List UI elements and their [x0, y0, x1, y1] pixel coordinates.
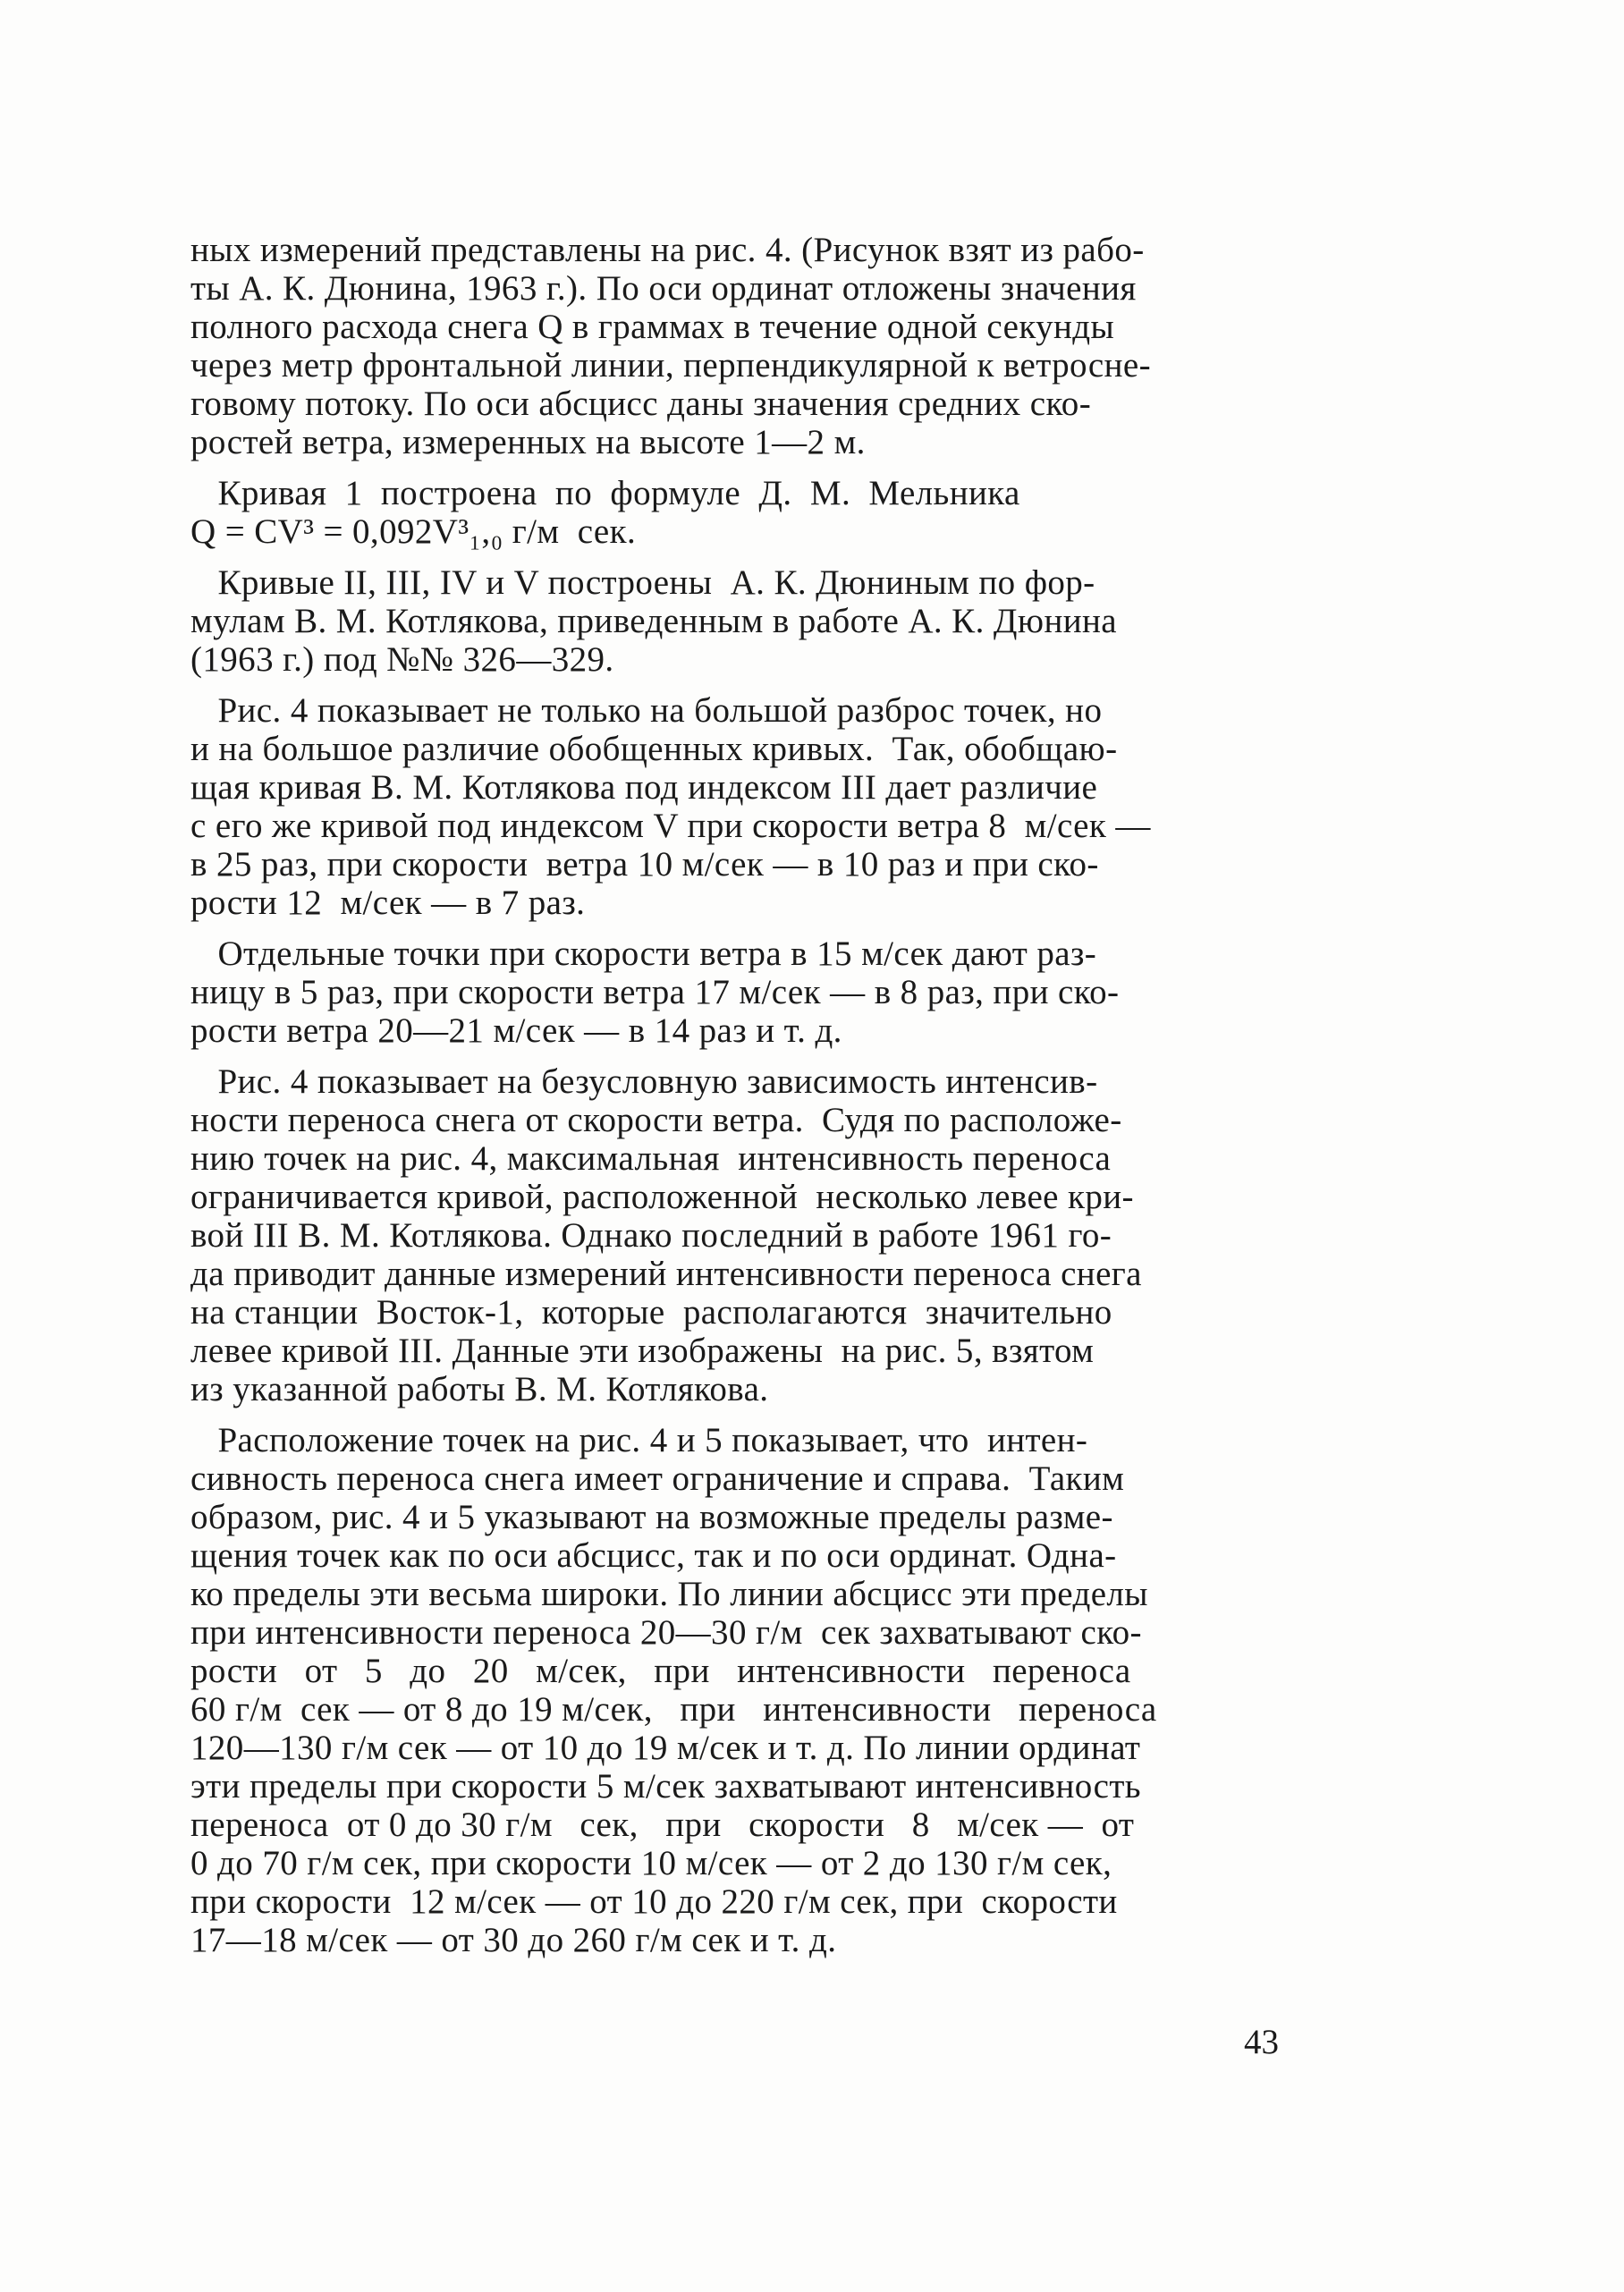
- text-line: эти пределы при скорости 5 м/сек захватывают интенсивность: [190, 1767, 1141, 1806]
- text-line: щения точек как по оси абсцисс, так и по оси ординат. Одна-: [190, 1536, 1117, 1575]
- text-line: на станции Восток-1, которые располагаются значительно: [190, 1293, 1112, 1332]
- text-line: (1963 г.) под №№ 326—329.: [190, 640, 614, 679]
- text-line: Кривые II, III, IV и V построены А. К. Дюниным по фор-: [190, 563, 1095, 602]
- paragraph: [190, 231, 1283, 461]
- text-line: из указанной работы В. М. Котлякова.: [190, 1370, 769, 1408]
- text-line: Кривая 1 построена по формуле Д. М. Мельника: [190, 474, 1020, 512]
- text-line: полного расхода снега Q в граммах в течение одной секунды: [190, 308, 1115, 346]
- text-line: и на большое различие обобщенных кривых. Так, обобщаю-: [190, 730, 1118, 768]
- text-line: при интенсивности переноса 20—30 г/м сек захватывают ско-: [190, 1613, 1142, 1652]
- text-line: говому потоку. По оси абсцисс даны значения средних ско-: [190, 385, 1092, 423]
- text-line: при скорости 12 м/сек — от 10 до 220 г/м сек, при скорости: [190, 1882, 1118, 1921]
- text-line: через метр фронтальной линии, перпендикулярной к ветросне-: [190, 346, 1152, 385]
- paragraph: [190, 474, 1283, 551]
- text-line: сивность переноса снега имеет ограничение и справа. Таким: [190, 1459, 1125, 1498]
- text-line: ко пределы эти весьма широки. По линии абсцисс эти пределы: [190, 1575, 1148, 1613]
- text-line: с его же кривой под индексом V при скорости ветра 8 м/сек —: [190, 807, 1151, 845]
- paragraph: [190, 691, 1283, 922]
- formula-line: Q = CV³ = 0,092V³₁,₀ г/м сек.: [190, 512, 637, 551]
- text-line: Рис. 4 показывает не только на большой разброс точек, но: [190, 691, 1103, 730]
- paragraph: [190, 935, 1283, 1050]
- text-line: ницу в 5 раз, при скорости ветра 17 м/сек — в 8 раз, при ско-: [190, 973, 1120, 1011]
- text-line: ности переноса снега от скорости ветра. Судя по расположе-: [190, 1101, 1122, 1139]
- paragraph: [190, 563, 1283, 679]
- text-line: щая кривая В. М. Котлякова под индексом III дает различие: [190, 768, 1098, 807]
- text-line: вой III В. М. Котлякова. Однако последний в работе 1961 го-: [190, 1216, 1112, 1255]
- text-line: мулам В. М. Котлякова, приведенным в работе А. К. Дюнина: [190, 602, 1117, 640]
- text-line: ты А. К. Дюнина, 1963 г.). По оси ординат отложены значения: [190, 269, 1137, 308]
- text-line: ограничивается кривой, расположенной несколько левее кри-: [190, 1178, 1134, 1216]
- text-line: Расположение точек на рис. 4 и 5 показывает, что интен-: [190, 1421, 1088, 1459]
- text-line: рости ветра 20—21 м/сек — в 14 раз и т. д.: [190, 1011, 842, 1050]
- text-line: ростей ветра, измеренных на высоте 1—2 м.: [190, 423, 866, 461]
- text-line: нию точек на рис. 4, максимальная интенсивность переноса: [190, 1139, 1112, 1178]
- paragraph: [190, 1421, 1283, 1959]
- paragraph: [190, 1062, 1283, 1408]
- text-line: 0 до 70 г/м сек, при скорости 10 м/сек — от 2 до 130 г/м сек,: [190, 1844, 1112, 1882]
- text-line: 17—18 м/сек — от 30 до 260 г/м сек и т. д.: [190, 1921, 837, 1959]
- text-line: 60 г/м сек — от 8 до 19 м/сек, при интенсивности переноса: [190, 1690, 1157, 1729]
- text-line: Рис. 4 показывает на безусловную зависимость интенсив-: [190, 1062, 1098, 1101]
- text-line: рости 12 м/сек — в 7 раз.: [190, 884, 586, 922]
- text-line: в 25 раз, при скорости ветра 10 м/сек — в 10 раз и при ско-: [190, 845, 1099, 884]
- body-text: [190, 231, 1283, 1972]
- text-line: переноса от 0 до 30 г/м сек, при скорости 8 м/сек — от: [190, 1806, 1135, 1844]
- text-line: Отдельные точки при скорости ветра в 15 м/сек дают раз-: [190, 935, 1097, 973]
- text-line: 120—130 г/м сек — от 10 до 19 м/сек и т. д. По линии ординат: [190, 1729, 1141, 1767]
- page-number: 43: [1244, 2023, 1279, 2061]
- text-line: левее кривой III. Данные эти изображены на рис. 5, взятом: [190, 1332, 1095, 1370]
- text-line: рости от 5 до 20 м/сек, при интенсивности переноса: [190, 1652, 1131, 1690]
- text-line: ных измерений представлены на рис. 4. (Рисунок взят из рабо-: [190, 231, 1145, 269]
- text-line: образом, рис. 4 и 5 указывают на возможные пределы разме-: [190, 1498, 1113, 1536]
- text-line: да приводит данные измерений интенсивности переноса снега: [190, 1255, 1142, 1293]
